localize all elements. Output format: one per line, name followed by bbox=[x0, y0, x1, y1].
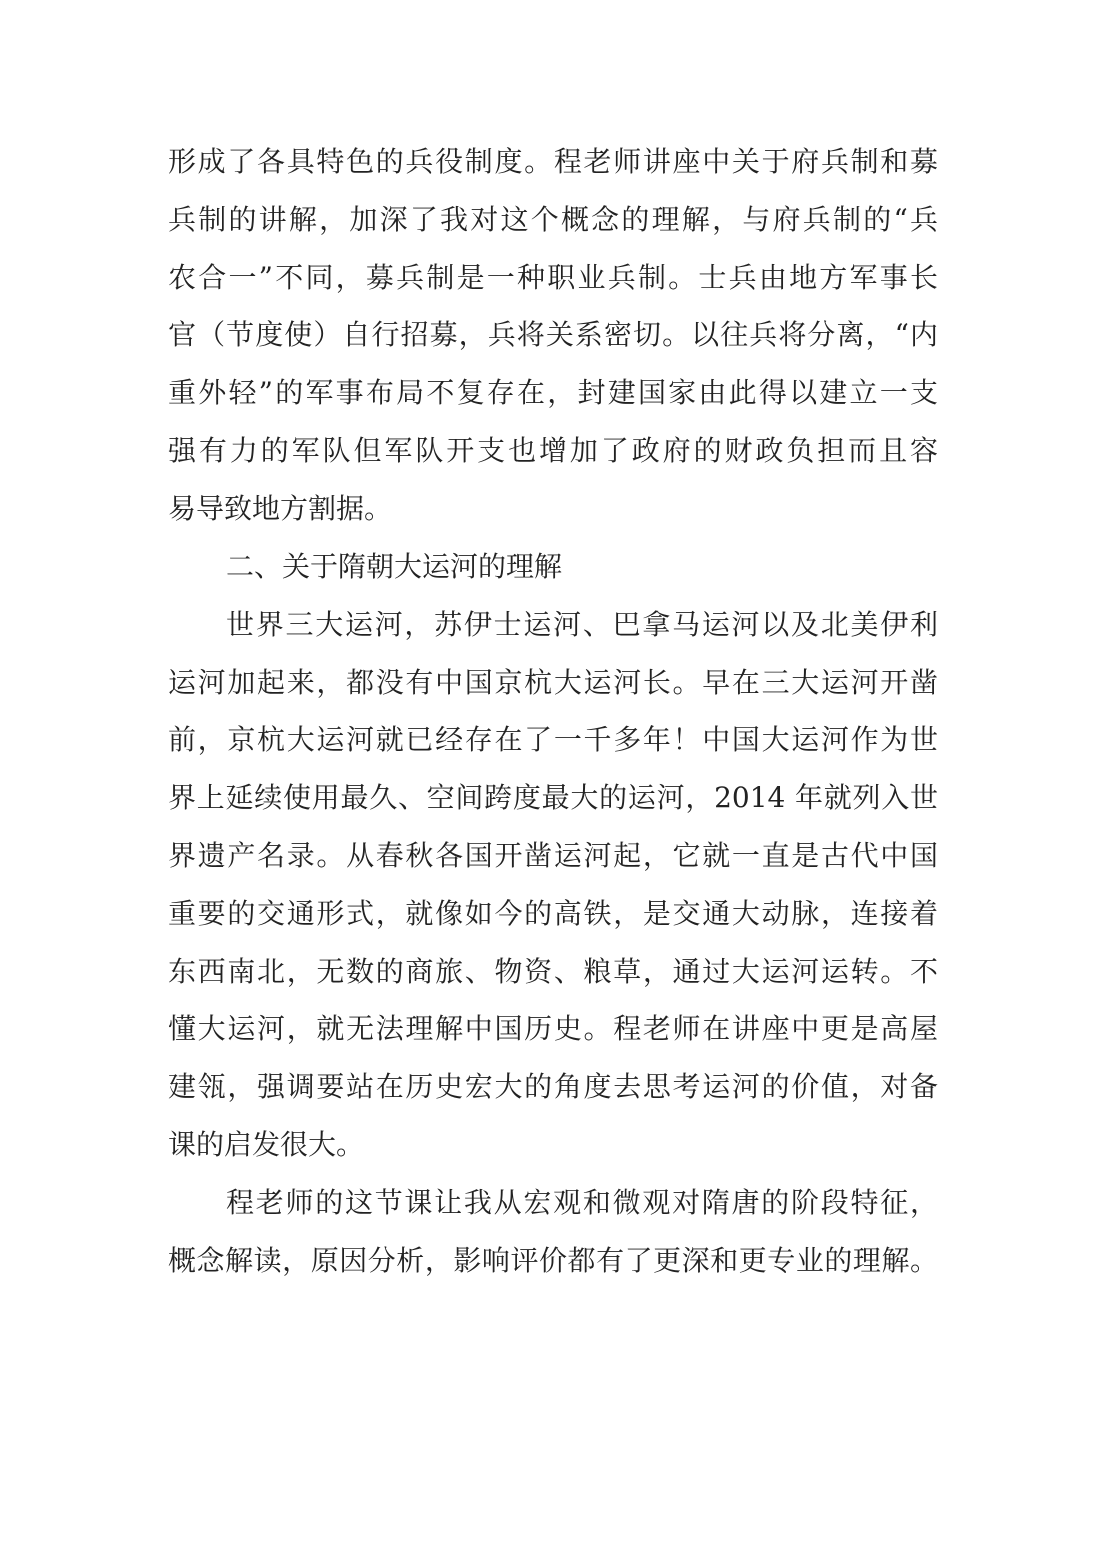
text-line: 懂大运河，就无法理解中国历史。程老师在讲座中更是高屋 bbox=[168, 1012, 938, 1045]
text-line: 界上延续使用最久、空间跨度最大的运河，2014 年就列入世 bbox=[168, 781, 938, 814]
text-line: 程老师的这节课让我从宏观和微观对隋唐的阶段特征， bbox=[226, 1186, 938, 1219]
text-line: 形成了各具特色的兵役制度。程老师讲座中关于府兵制和募 bbox=[168, 145, 938, 178]
text-line: 易导致地方割据。 bbox=[168, 492, 393, 525]
text-line: 世界三大运河，苏伊士运河、巴拿马运河以及北美伊利 bbox=[226, 608, 938, 641]
text-line: 重要的交通形式，就像如今的高铁，是交通大动脉，连接着 bbox=[168, 897, 938, 930]
text-line: 建瓴，强调要站在历史宏大的角度去思考运河的价值，对备 bbox=[168, 1070, 938, 1103]
text-line: 东西南北，无数的商旅、物资、粮草，通过大运河运转。不 bbox=[168, 955, 938, 988]
text-line: 界遗产名录。从春秋各国开凿运河起，它就一直是古代中国 bbox=[168, 839, 938, 872]
text-line: 课的启发很大。 bbox=[168, 1128, 365, 1161]
text-line: 运河加起来，都没有中国京杭大运河长。早在三大运河开凿 bbox=[168, 666, 938, 699]
text-line: 概念解读，原因分析，影响评价都有了更深和更专业的理解。 bbox=[168, 1244, 938, 1277]
text-line: 重外轻”的军事布局不复存在，封建国家由此得以建立一支 bbox=[168, 376, 938, 409]
text-line: 前，京杭大运河就已经存在了一千多年！中国大运河作为世 bbox=[168, 723, 938, 756]
text-line: 农合一”不同，募兵制是一种职业兵制。士兵由地方军事长 bbox=[168, 261, 938, 294]
text-line: 官（节度使）自行招募，兵将关系密切。以往兵将分离，“内 bbox=[168, 318, 938, 351]
section-heading: 二、关于隋朝大运河的理解 bbox=[226, 550, 563, 583]
text-line: 兵制的讲解，加深了我对这个概念的理解，与府兵制的“兵 bbox=[168, 203, 938, 236]
text-line: 强有力的军队但军队开支也增加了政府的财政负担而且容 bbox=[168, 434, 938, 467]
